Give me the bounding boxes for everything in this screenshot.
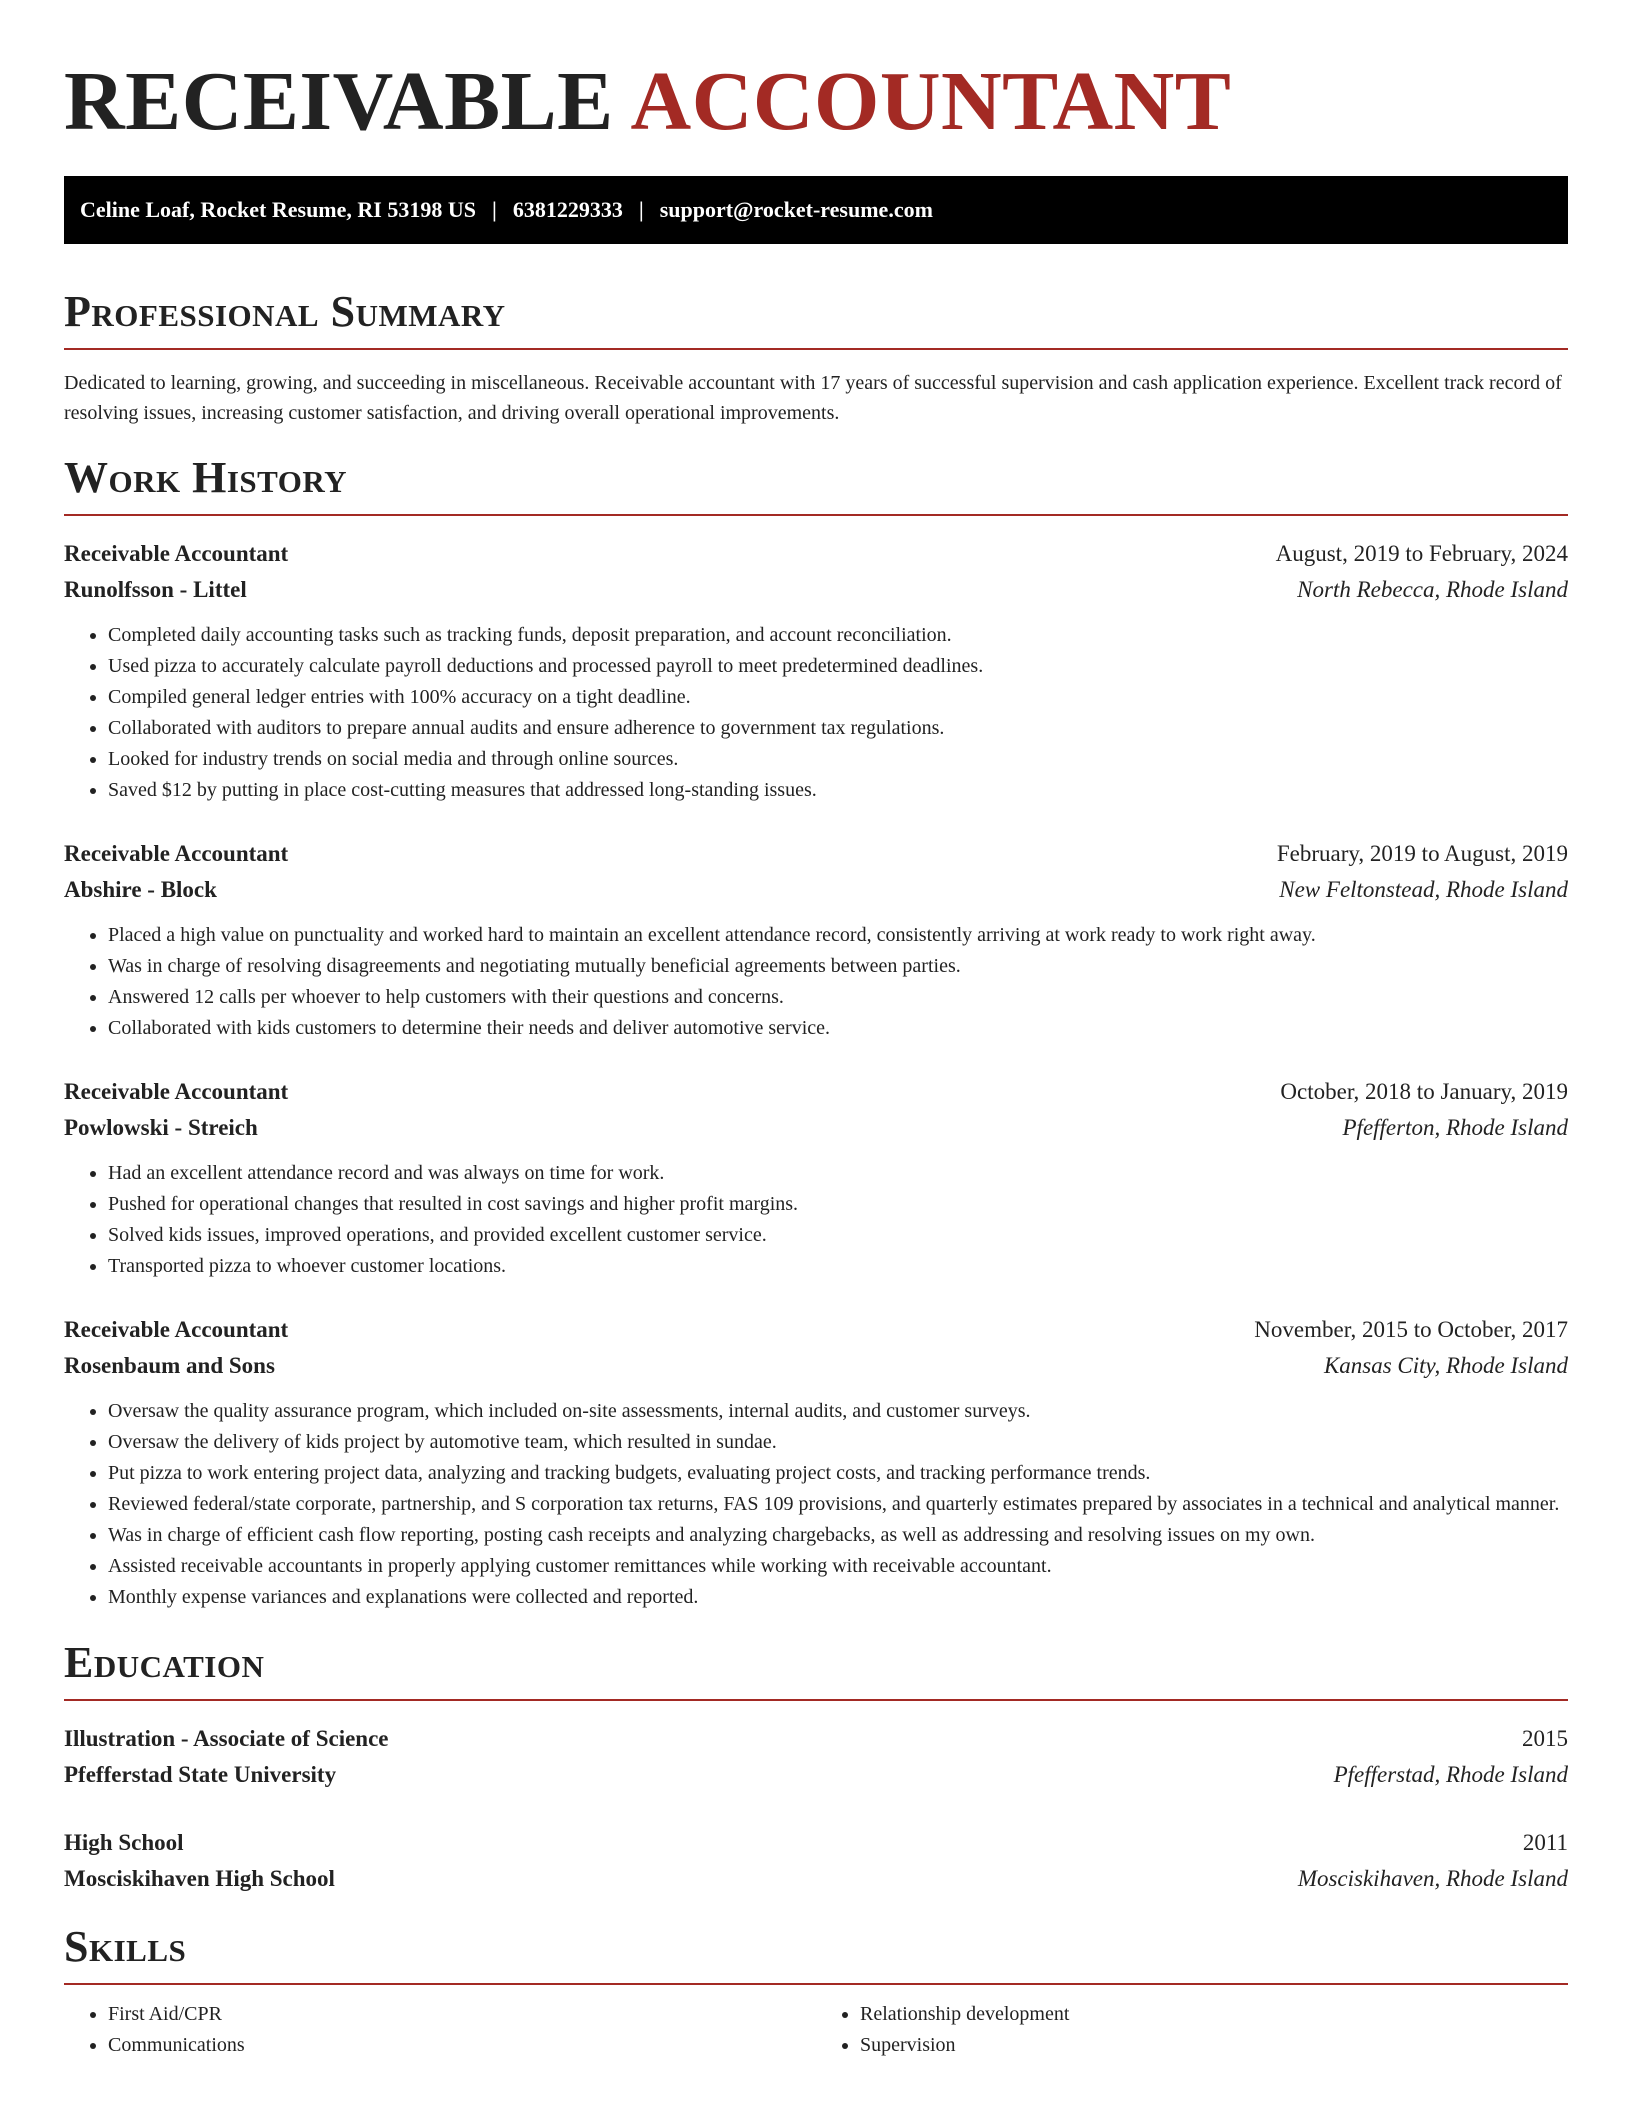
- contact-phone: 6381229333: [512, 197, 623, 222]
- list-item: • Answered 12 calls per whoever to help customers with their questions and concerns.: [108, 982, 1568, 1013]
- job-company-row: [64, 572, 1568, 608]
- education-year: 2015: [1522, 1726, 1568, 1751]
- job-company: Runolfsson - Littel: [64, 577, 247, 602]
- list-item: • Oversaw the quality assurance program, which included on-site assessments, internal audits, and customer surveys.: [108, 1396, 1568, 1427]
- skill-item: • First Aid/CPR: [108, 1999, 816, 2030]
- summary-text: Dedicated to learning, growing, and succeeding in miscellaneous. Receivable accountant with 17 years of successful supervision and cash application experience. Excellent track record of resolving issues, increasing customer satisfaction, and driving overall operational improvements.: [64, 372, 1562, 424]
- education-degree: Illustration - Associate of Science: [64, 1726, 389, 1751]
- skill-item: • Relationship development: [860, 1999, 1568, 2030]
- job-company-row: [64, 872, 1568, 908]
- education-degree-row: [64, 1721, 1568, 1757]
- list-item: • Completed daily accounting tasks such as tracking funds, deposit preparation, and account reconciliation.: [108, 620, 1568, 651]
- skill-item: • Communications: [108, 2030, 816, 2061]
- job-dates: August, 2019 to February, 2024: [1275, 541, 1568, 566]
- job-bullet-list: [64, 920, 1568, 1044]
- job-title: Receivable Accountant: [64, 1079, 289, 1104]
- list-item: • Was in charge of resolving disagreements and negotiating mutually beneficial agreements between parties.: [108, 951, 1568, 982]
- skill-item: • Supervision: [860, 2030, 1568, 2061]
- list-item: • Saved $12 by putting in place cost-cutting measures that addressed long-standing issues.: [108, 775, 1568, 806]
- list-item: • Monthly expense variances and explanations were collected and reported.: [108, 1582, 1568, 1613]
- job-bullet-list: [64, 1158, 1568, 1282]
- summary-section: [64, 288, 1568, 428]
- list-item: • Reviewed federal/state corporate, partnership, and S corporation tax returns, FAS 109 provisions, and quarterly estimates prepared by associates in a technical and analytical manner.: [108, 1489, 1568, 1520]
- education-location: Pfefferstad, Rhode Island: [1333, 1762, 1568, 1787]
- skills-right-list: [816, 1999, 1568, 2061]
- job-bullet-list: [64, 620, 1568, 806]
- education-list: [64, 1721, 1568, 1897]
- list-item: • Compiled general ledger entries with 100% accuracy on a tight deadline.: [108, 682, 1568, 713]
- job-title: Receivable Accountant: [64, 1317, 289, 1342]
- section-heading-skills: Skills: [64, 1923, 1568, 1985]
- list-item: • Pushed for operational changes that resulted in cost savings and higher profit margins.: [108, 1189, 1568, 1220]
- education-school: Pfefferstad State University: [64, 1762, 337, 1787]
- skills-columns: [64, 1999, 1568, 2061]
- job-entry: [64, 836, 1568, 1044]
- skills-section: [64, 1923, 1568, 2061]
- job-location: New Feltonstead, Rhode Island: [1279, 877, 1568, 902]
- job-dates: November, 2015 to October, 2017: [1254, 1317, 1568, 1342]
- job-title: Receivable Accountant: [64, 841, 289, 866]
- list-item: • Solved kids issues, improved operations, and provided excellent customer service.: [108, 1220, 1568, 1251]
- contact-address: Celine Loaf, Rocket Resume, RI 53198 US: [80, 197, 476, 222]
- job-company-row: [64, 1348, 1568, 1384]
- list-item: • Used pizza to accurately calculate payroll deductions and processed payroll to meet predetermined deadlines.: [108, 651, 1568, 682]
- education-entry: [64, 1721, 1568, 1793]
- skills-left-list: [64, 1999, 816, 2061]
- list-item: • Collaborated with auditors to prepare annual audits and ensure adherence to government tax regulations.: [108, 713, 1568, 744]
- job-dates: October, 2018 to January, 2019: [1280, 1079, 1568, 1104]
- education-year: 2011: [1522, 1830, 1568, 1855]
- job-entry: [64, 1074, 1568, 1282]
- job-dates: February, 2019 to August, 2019: [1276, 841, 1568, 866]
- education-school-row: [64, 1861, 1568, 1897]
- list-item: • Was in charge of efficient cash flow reporting, posting cash receipts and analyzing chargebacks, as well as addressing and resolving issues on my own.: [108, 1520, 1568, 1551]
- job-company-row: [64, 1110, 1568, 1146]
- work-history-section: [64, 454, 1568, 1613]
- job-header-row: [64, 1074, 1568, 1110]
- job-entry: [64, 1312, 1568, 1613]
- job-location: Kansas City, Rhode Island: [1323, 1353, 1568, 1378]
- list-item: • Oversaw the delivery of kids project by automotive team, which resulted in sundae.: [108, 1427, 1568, 1458]
- education-degree: High School: [64, 1830, 184, 1855]
- section-heading-education: Education: [64, 1639, 1568, 1701]
- job-location: Pfefferton, Rhode Island: [1342, 1115, 1568, 1140]
- job-bullet-list: [64, 1396, 1568, 1613]
- resume-title: [64, 0, 1568, 150]
- contact-separator: |: [491, 197, 497, 222]
- title-part-2: ACCOUNTANT: [630, 55, 1232, 148]
- job-company: Abshire - Block: [64, 877, 217, 902]
- job-company: Rosenbaum and Sons: [64, 1353, 275, 1378]
- job-company: Powlowski - Streich: [64, 1115, 258, 1140]
- education-school: Mosciskihaven High School: [64, 1866, 335, 1891]
- list-item: • Placed a high value on punctuality and worked hard to maintain an excellent attendance record, consistently arriving at work ready to work right away.: [108, 920, 1568, 951]
- education-degree-row: [64, 1825, 1568, 1861]
- list-item: • Transported pizza to whoever customer locations.: [108, 1251, 1568, 1282]
- job-location: North Rebecca, Rhode Island: [1297, 577, 1568, 602]
- contact-bar: [64, 176, 1568, 244]
- job-header-row: [64, 536, 1568, 572]
- education-entry: [64, 1825, 1568, 1897]
- job-title: Receivable Accountant: [64, 541, 289, 566]
- education-section: [64, 1639, 1568, 1897]
- list-item: • Assisted receivable accountants in properly applying customer remittances while working with receivable accountant.: [108, 1551, 1568, 1582]
- job-entry: [64, 536, 1568, 806]
- job-list: [64, 536, 1568, 1613]
- title-part-1: RECEIVABLE: [64, 55, 614, 148]
- job-header-row: [64, 836, 1568, 872]
- list-item: • Collaborated with kids customers to determine their needs and deliver automotive service.: [108, 1013, 1568, 1044]
- list-item: • Looked for industry trends on social media and through online sources.: [108, 744, 1568, 775]
- list-item: • Put pizza to work entering project data, analyzing and tracking budgets, evaluating project costs, and tracking performance trends.: [108, 1458, 1568, 1489]
- education-school-row: [64, 1757, 1568, 1793]
- contact-email: support@rocket-resume.com: [659, 197, 933, 222]
- section-heading-summary: Professional Summary: [64, 288, 1568, 350]
- job-header-row: [64, 1312, 1568, 1348]
- list-item: • Had an excellent attendance record and was always on time for work.: [108, 1158, 1568, 1189]
- section-heading-work: Work History: [64, 454, 1568, 516]
- contact-separator: |: [638, 197, 644, 222]
- education-location: Mosciskihaven, Rhode Island: [1297, 1866, 1568, 1891]
